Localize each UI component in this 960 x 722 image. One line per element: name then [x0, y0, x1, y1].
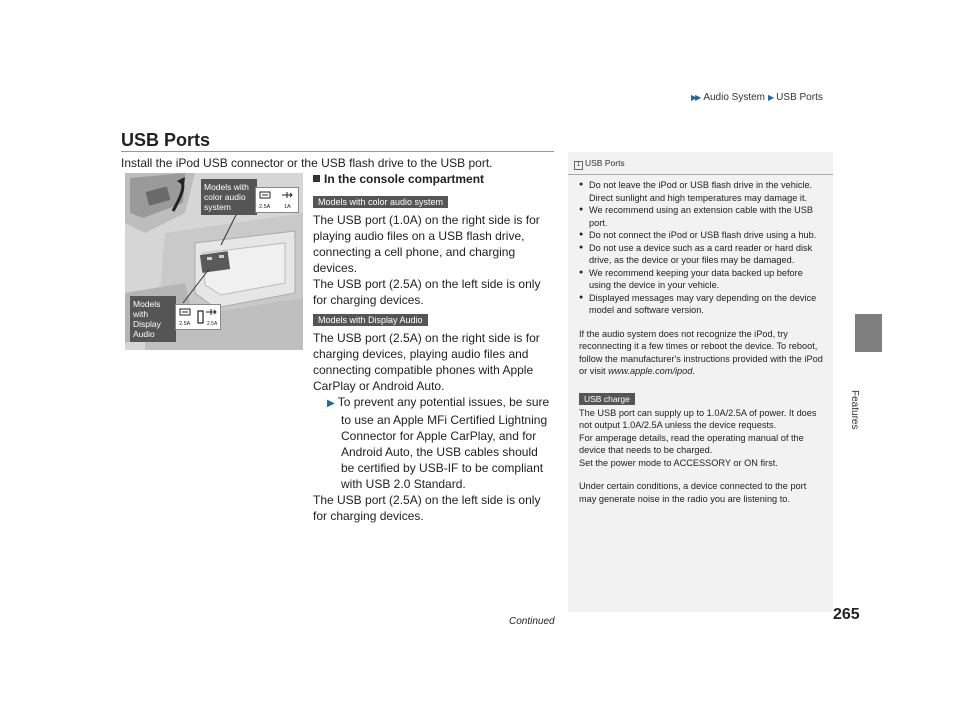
- port-label-bottom-left: 2.5A: [179, 321, 191, 327]
- page-number: 265: [833, 606, 860, 623]
- sidebar-notes: [568, 152, 833, 612]
- para-left-port-charging-2: The USB port (2.5A) on the left side is only for charging devices.: [313, 493, 541, 523]
- list-item: ● Do not use a device such as a card reader or hard disk drive, as the device or your files may be damaged.: [579, 242, 825, 267]
- port-label-top-right: 1A: [284, 204, 291, 210]
- continued-label: Continued: [509, 616, 555, 627]
- breadcrumb-usb-ports[interactable]: USB Ports: [776, 92, 823, 103]
- reference-icon: 1: [574, 161, 583, 170]
- console-usb-photo: [125, 173, 303, 350]
- intro-text: Install the iPod USB connector or the USB flash drive to the USB port.: [121, 156, 493, 170]
- section-heading-text: In the console compartment: [324, 172, 485, 186]
- usb-port-diagram-color: [255, 187, 299, 213]
- charge-line-3: Set the power mode to ACCESSORY or ON first.: [579, 457, 778, 468]
- charge-line-2: For amperage details, read the operating manual of the device that needs to be charged.: [579, 432, 804, 455]
- note-arrow-icon: ▶: [327, 398, 335, 409]
- charge-line-1: The USB port can supply up to 1.0A/2.5A of power. It does not output 1.0A/2.5A unless the device requests.: [579, 407, 817, 430]
- port-label-bottom-right: 2.5A: [207, 321, 218, 327]
- usb-charge-icon: [176, 305, 220, 329]
- usb-port-diagram-display: [175, 304, 221, 330]
- breadcrumb: [691, 92, 823, 103]
- breadcrumb-audio-system[interactable]: Audio System: [703, 92, 766, 103]
- sidebar-heading: [574, 158, 833, 170]
- note-text: To prevent any potential issues, be sure to use an Apple MFi Certified Lightning Connector for Apple CarPlay, and for Android Auto, the USB cables should be certified by USB-IF to be compliant with USB 2.0 Standard.: [337, 395, 550, 491]
- list-item: ● We recommend using an extension cable with the USB port.: [579, 204, 825, 229]
- list-item: ● Do not leave the iPod or USB flash drive in the vehicle. Direct sunlight and high temperatures may damage it.: [579, 179, 825, 204]
- para-right-port-2-5a: The USB port (2.5A) on the right side is for charging devices, playing audio files and connecting compatible phones with Apple CarPlay or Android Auto.: [313, 331, 540, 393]
- list-item: ● Displayed messages may vary depending on the device model and software version.: [579, 292, 825, 317]
- badge-usb-charge: USB charge: [579, 393, 635, 405]
- chapter-tab-label: Features: [849, 390, 860, 430]
- para-right-port-1a: The USB port (1.0A) on the right side is for playing audio files on a USB flash drive, connecting a cell phone, and charging devices.: [313, 213, 540, 275]
- badge-color-audio: Models with color audio system: [313, 196, 448, 208]
- callout-color-audio: Models with color audio system: [201, 179, 257, 215]
- sidebar-divider: [568, 174, 833, 175]
- note-certified-cable: [327, 394, 553, 492]
- main-column: [313, 172, 553, 524]
- port-label-top-left: 2.5A: [259, 204, 271, 210]
- double-arrow-icon: ▶▶: [691, 93, 700, 102]
- recognize-end: .: [692, 366, 695, 376]
- usb-charge-icon: [256, 188, 298, 212]
- sidebar-noise-para: Under certain conditions, a device connected to the port may generate noise in the radio you are listening to.: [579, 481, 807, 504]
- list-item: ● We recommend keeping your data backed up before using the device in your vehicle.: [579, 267, 825, 292]
- title-divider: [121, 151, 554, 152]
- arrow-icon: ▶: [768, 93, 775, 102]
- recognize-text: If the audio system does not recognize the iPod, try reconnecting it a few times or reboot the device. To reboot, follow the manufacturer's instructions provided with the iPod or visit: [579, 328, 823, 376]
- sidebar-recognize-para: [568, 328, 833, 378]
- chapter-tab-marker[interactable]: [855, 314, 882, 352]
- apple-url-link[interactable]: www.apple.com/ipod: [608, 366, 693, 376]
- sidebar-heading-text: USB Ports: [585, 158, 625, 168]
- list-item: ● Do not connect the iPod or USB flash drive using a hub.: [579, 229, 825, 242]
- badge-display-audio: Models with Display Audio: [313, 314, 428, 326]
- callout-display-audio: Models with Display Audio: [130, 296, 176, 342]
- square-bullet-icon: [313, 175, 320, 182]
- para-left-port-charging: The USB port (2.5A) on the left side is only for charging devices.: [313, 277, 541, 307]
- sidebar-bullet-list: [568, 179, 833, 317]
- section-heading: [313, 172, 553, 186]
- page-title: USB Ports: [121, 130, 211, 150]
